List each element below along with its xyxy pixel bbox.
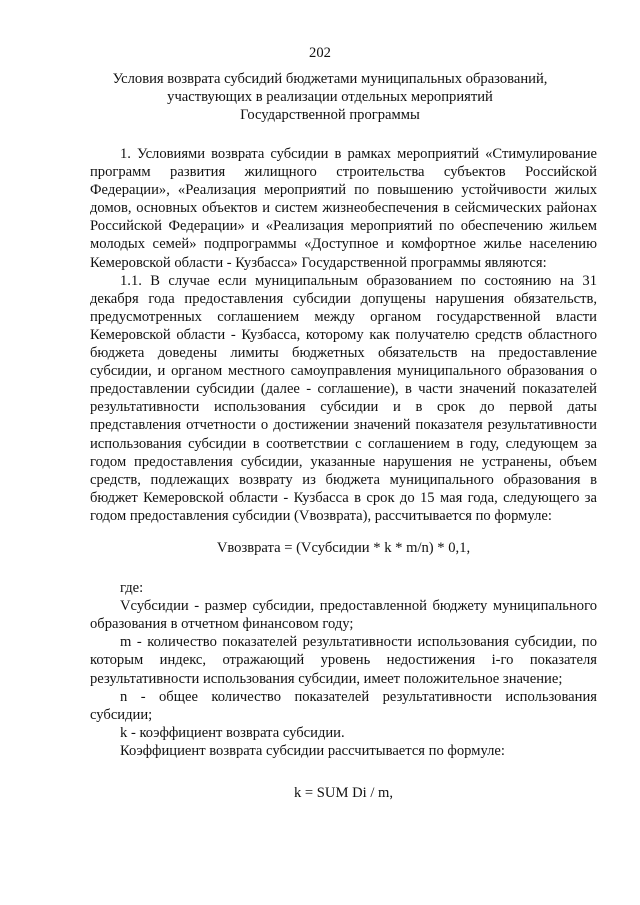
paragraph-conditions: 1. Условиями возврата субсидии в рамках мероприятий «Стимулирование программ развития жилищного строительства субъектов Российской Федерации», «Реализация мероприятий по повышению устойчивости жилых домов, основных объектов и систем жизнеобеспечения в сейсмических районах Российской Федерации» и «Реализация мероприятий по обеспечению жильем молодых семей» подпрограммы «Доступное и комфортное жилье населению Кемеровской области - Кузбасса» Государственной программы являются: [90,146,597,271]
definition-v-subsidy: Vсубсидии - размер субсидии, предоставленной бюджету муниципального образования в отчетном финансовом году; [90,598,597,633]
paragraph-1-1: 1.1. В случае если муниципальным образованием по состоянию на 31 декабря года предоставления субсидии допущены нарушения обязательств, предусмотренных соглашением между органом государственной власти Кемеровской области - Кузбасса, которому как получателю средств областного бюджета доведены лимиты бюджетных обязательств на предоставление субсидии, и органом местного самоуправления муниципального образования о предоставлении субсидии (далее - соглашение), в части значений показателей результативности использования субсидии и в срок до первой даты представления отчетности о достижении значений показателя результативности использования субсидии в соответствии с соглашением в году, следующем за годом предоставления субсидии, указанные нарушения не устранены, объем средств, подлежащих возврату из бюджета муниципального образования в бюджет Кемеровской области - Кузбасса в срок до 15 мая года, следующего за годом предоставления субсидии (Vвозврата), рассчитывается по формуле: [90,272,597,524]
title-line-3: Государственной программы [240,107,420,124]
definition-m: m - количество показателей результативности использования субсидии, по которым индекс, отражающий уровень недостижения i-го показателя результативности использования субсидии, имеет положительное значение; [90,634,597,687]
document-body [90,145,597,802]
k-formula-intro: Коэффициент возврата субсидии рассчитывается по формуле: [120,742,505,759]
definition-k: k - коэффициент возврата субсидии. [120,724,345,741]
title-line-1: Условия возврата субсидий бюджетами муниципальных образований, [112,71,548,87]
section-title [95,70,565,124]
where-label: где: [120,580,144,597]
title-line-2: участвующих в реализации отдельных мероприятий [167,89,493,106]
page-number: 202 [309,45,331,61]
formula-k: k = SUM Di / m, [293,785,394,801]
formula-return-volume: Vвозврата = (Vсубсидии * k * m/n) * 0,1, [216,539,471,556]
definition-n: n - общее количество показателей результативности использования субсидии; [90,688,597,723]
